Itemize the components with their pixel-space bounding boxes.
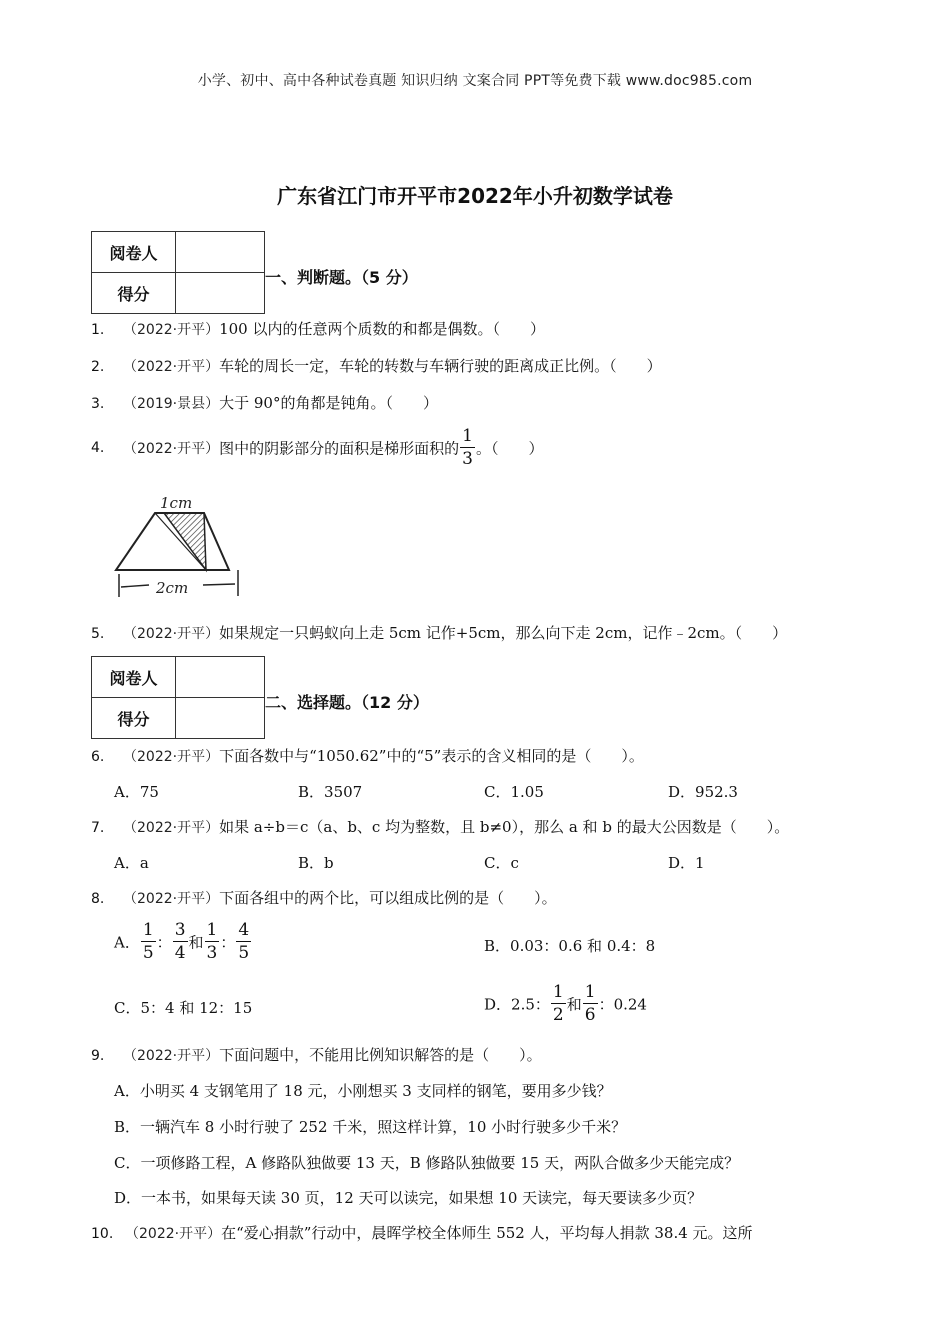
reviewer-label: 阅卷人 — [92, 232, 176, 273]
question-2 — [91, 355, 662, 376]
question-9 — [91, 1044, 542, 1065]
q9-option-c: C．一项修路工程，A 修路队独做要 13 天，B 修路队独做要 15 天，两队合做多少天能完成？ — [114, 1154, 740, 1172]
grader-box-1 — [91, 231, 265, 314]
q9-option-b: B．一辆汽车 8 小时行驶了 252 千米，照这样计算，10 小时行驶多少千米？ — [114, 1118, 627, 1136]
score-label: 得分 — [92, 698, 176, 739]
q7-option-a: A．a — [114, 854, 149, 872]
q7-option-b: B．b — [298, 854, 334, 872]
q6-option-d: D．952.3 — [668, 783, 738, 801]
question-3 — [91, 392, 438, 413]
question-text: 如果规定一只蚂蚁向上走 5cm 记作+5cm，那么向下走 2cm，记作﹣2cm。（ ） — [219, 624, 788, 642]
question-number: 8. — [91, 891, 105, 907]
section-2-heading: 二、选择题。（12 分） — [265, 693, 429, 712]
q7-option-c: C．c — [484, 854, 519, 872]
question-number: 9. — [91, 1048, 105, 1064]
q8-option-c: C．5：4 和 12：15 — [114, 999, 253, 1017]
question-text: 图中的阴影部分的面积是梯形面积的 — [219, 439, 460, 458]
trapezoid-figure — [112, 490, 247, 602]
question-text: 大于 90°的角都是钝角。（ ） — [219, 394, 438, 412]
question-7 — [91, 816, 789, 837]
shaded-triangle — [164, 513, 206, 570]
question-source: （2022·开平） — [123, 322, 220, 338]
reviewer-blank — [176, 232, 265, 273]
question-source: （2022·开平） — [123, 441, 220, 457]
q6-option-c: C．1.05 — [484, 783, 544, 801]
question-text: 在“爱心捐款”行动中，晨晖学校全体师生 552 人，平均每人捐款 38.4 元。这所 — [221, 1224, 753, 1242]
page-title: 广东省江门市开平市2022年小升初数学试卷 — [277, 184, 673, 208]
question-source: （2022·开平） — [123, 820, 220, 836]
question-source: （2022·开平） — [125, 1226, 222, 1242]
question-number: 1. — [91, 322, 105, 338]
score-label: 得分 — [92, 273, 176, 314]
question-5 — [91, 622, 787, 643]
question-4 — [91, 428, 543, 468]
q7-option-d: D．1 — [668, 854, 705, 872]
question-source: （2022·开平） — [123, 626, 220, 642]
bottom-base-label: 2cm — [156, 579, 189, 597]
score-blank — [176, 273, 265, 314]
question-8 — [91, 887, 557, 908]
q9-option-a: A．小明买 4 支钢笔用了 18 元，小刚想买 3 支同样的钢笔，要用多少钱？ — [114, 1082, 612, 1100]
q6-option-b: B．3507 — [298, 783, 363, 801]
question-text: 如果 a÷b＝c（a、b、c 均为整数，且 b≠0），那么 a 和 b 的最大公因数是（ ）。 — [219, 818, 790, 836]
section-1-heading: 一、判断题。（5 分） — [265, 268, 418, 287]
question-1 — [91, 318, 545, 339]
score-blank — [176, 698, 265, 739]
top-base-label: 1cm — [160, 494, 193, 512]
q8-option-d: D．2.5： $\frac{1}{2}$ 和 $\frac{1}{6}$ ：0.24 — [484, 982, 647, 1025]
question-text: 下面各数中与“1050.62”中的“5”表示的含义相同的是（ ）。 — [219, 747, 644, 765]
question-text: 100 以内的任意两个质数的和都是偶数。（ ） — [219, 320, 545, 338]
fraction-one-third: $\frac{1}{3}$ — [462, 426, 473, 469]
question-text-end: 。（ ） — [475, 439, 544, 458]
header-note: 小学、初中、高中各种试卷真题 知识归纳 文案合同 PPT等免费下载 www.doc985.com — [197, 73, 753, 89]
q6-option-a: A．75 — [114, 783, 159, 801]
question-number: 5. — [91, 626, 105, 642]
question-6 — [91, 745, 644, 766]
question-number: 10. — [91, 1226, 114, 1242]
question-number: 7. — [91, 820, 105, 836]
q8-option-a: A． $\frac{1}{5}$ ： $\frac{3}{4}$ 和 $\frac{1}{3}$ ： $\frac{4}{5}$ — [114, 920, 250, 963]
reviewer-blank — [176, 657, 265, 698]
question-text: 下面问题中，不能用比例知识解答的是（ ）。 — [219, 1046, 542, 1064]
question-number: 6. — [91, 749, 105, 765]
q9-option-d: D．一本书，如果每天读 30 页，12 天可以读完，如果想 10 天读完，每天要读多少页？ — [114, 1189, 703, 1207]
question-10 — [91, 1222, 753, 1243]
q8-option-b: B．0.03：0.6 和 0.4：8 — [484, 937, 656, 955]
question-source: （2022·开平） — [123, 359, 220, 375]
question-source: （2022·开平） — [123, 891, 220, 907]
question-number: 3. — [91, 396, 105, 412]
question-text: 车轮的周长一定，车轮的转数与车辆行驶的距离成正比例。（ ） — [219, 357, 662, 375]
reviewer-label: 阅卷人 — [92, 657, 176, 698]
question-source: （2022·开平） — [123, 1048, 220, 1064]
question-number: 2. — [91, 359, 105, 375]
question-source: （2019·景县） — [123, 396, 220, 412]
question-number: 4. — [91, 440, 105, 456]
grader-box-2 — [91, 656, 265, 739]
question-source: （2022·开平） — [123, 749, 220, 765]
question-text: 下面各组中的两个比，可以组成比例的是（ ）。 — [219, 889, 557, 907]
